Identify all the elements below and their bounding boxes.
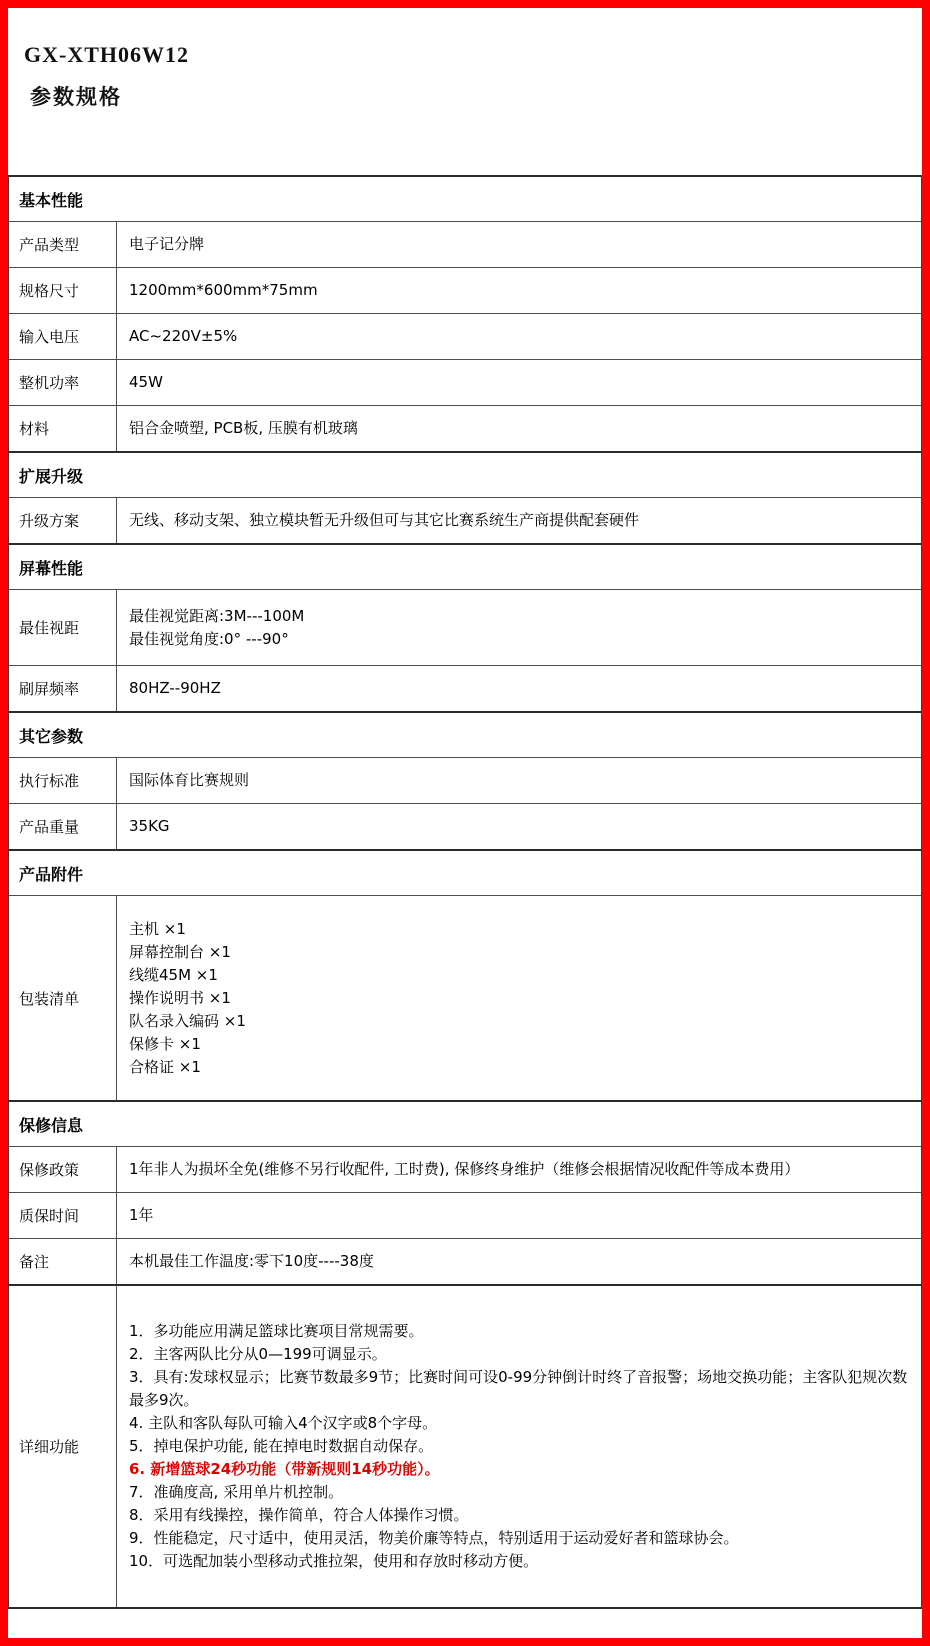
row-label: 材料 [9, 406, 117, 451]
section-title-screen: 屏幕性能 [9, 543, 921, 589]
detail-item: 7．准确度高, 采用单片机控制。 [129, 1483, 344, 1501]
row-label: 详细功能 [9, 1286, 117, 1607]
row-value [117, 666, 921, 711]
value-text: 电子记分牌 [129, 235, 205, 253]
row-label: 产品类型 [9, 222, 117, 267]
row-value [117, 314, 921, 359]
row-label: 升级方案 [9, 498, 117, 543]
row-viewing-distance [9, 589, 921, 665]
row-value [117, 758, 921, 803]
row-value [117, 268, 921, 313]
row-label: 保修政策 [9, 1147, 117, 1192]
value-text: AC~220V±5% [129, 327, 238, 345]
packing-item: 屏幕控制台 ×1 [129, 942, 231, 961]
section-title-expansion: 扩展升级 [9, 451, 921, 497]
row-value [117, 1239, 921, 1284]
row-packing-list [9, 895, 921, 1100]
row-value [117, 804, 921, 849]
section-title-accessories: 产品附件 [9, 849, 921, 895]
value-text: 45W [129, 373, 163, 391]
row-label: 产品重量 [9, 804, 117, 849]
packing-item: 保修卡 ×1 [129, 1034, 201, 1053]
row-upgrade-plan [9, 497, 921, 543]
row-value [117, 498, 921, 543]
row-label: 质保时间 [9, 1193, 117, 1238]
value-text: 铝合金喷塑, PCB板, 压膜有机玻璃 [129, 419, 358, 437]
spec-table [8, 175, 922, 1609]
row-label: 包装清单 [9, 896, 117, 1100]
row-label: 最佳视距 [9, 590, 117, 665]
section-title-warranty: 保修信息 [9, 1100, 921, 1146]
detail-item-highlighted: 6. 新增篮球24秒功能（带新规则14秒功能）。 [129, 1460, 440, 1478]
section-title-basic: 基本性能 [9, 175, 921, 221]
row-warranty-policy [9, 1146, 921, 1192]
row-label: 规格尺寸 [9, 268, 117, 313]
value-text: 最佳视觉距离:3M---100M [129, 606, 305, 625]
page-title: 参数规格 [30, 85, 122, 109]
row-detailed-functions [9, 1284, 921, 1607]
value-text: 80HZ--90HZ [129, 679, 221, 697]
value-text: 国际体育比赛规则 [129, 771, 250, 789]
detail-item: 1．多功能应用满足篮球比赛项目常规需要。 [129, 1322, 424, 1340]
row-value [117, 590, 921, 665]
value-text: 1200mm*600mm*75mm [129, 281, 318, 299]
detail-item: 8．采用有线操控，操作简单，符合人体操作习惯。 [129, 1506, 469, 1524]
detail-item: 4. 主队和客队每队可输入4个汉字或8个字母。 [129, 1414, 438, 1432]
packing-item: 队名录入编码 ×1 [129, 1011, 246, 1030]
row-input-voltage [9, 313, 921, 359]
row-power [9, 359, 921, 405]
row-refresh-rate [9, 665, 921, 711]
detail-item: 2．主客两队比分从0—199可调显示。 [129, 1345, 387, 1363]
row-product-type [9, 221, 921, 267]
row-value [117, 222, 921, 267]
row-label: 备注 [9, 1239, 117, 1284]
row-label: 执行标准 [9, 758, 117, 803]
detail-item: 3．具有:发球权显示；比赛节数最多9节；比赛时间可设0-99分钟倒计时终了音报警；场地交换功能；主客队犯规次数最多9次。 [129, 1368, 908, 1409]
row-value [117, 360, 921, 405]
model-title: GX-XTH06W12 [24, 42, 189, 67]
row-value [117, 896, 921, 1100]
value-text: 本机最佳工作温度:零下10度----38度 [129, 1252, 374, 1270]
detail-item: 5．掉电保护功能, 能在掉电时数据自动保存。 [129, 1437, 434, 1455]
row-label: 刷屏频率 [9, 666, 117, 711]
row-material [9, 405, 921, 451]
row-value [117, 406, 921, 451]
detail-item: 9．性能稳定，尺寸适中，使用灵活，物美价廉等特点，特别适用于运动爱好者和篮球协会。 [129, 1529, 739, 1547]
row-label: 输入电压 [9, 314, 117, 359]
packing-item: 线缆45M ×1 [129, 965, 218, 984]
value-text: 最佳视觉角度:0° ---90° [129, 629, 289, 648]
section-title-other: 其它参数 [9, 711, 921, 757]
row-standard [9, 757, 921, 803]
row-dimensions [9, 267, 921, 313]
row-weight [9, 803, 921, 849]
page-header [8, 8, 922, 111]
row-label: 整机功率 [9, 360, 117, 405]
value-text: 无线、移动支架、独立模块暂无升级但可与其它比赛系统生产商提供配套硬件 [129, 511, 640, 529]
packing-item: 操作说明书 ×1 [129, 988, 231, 1007]
row-value [117, 1147, 921, 1192]
row-warranty-period [9, 1192, 921, 1238]
row-value [117, 1193, 921, 1238]
detail-item: 10．可选配加装小型移动式推拉架，使用和存放时移动方便。 [129, 1552, 539, 1570]
detail-list [117, 1286, 921, 1607]
value-text: 1年 [129, 1206, 154, 1224]
packing-item: 主机 ×1 [129, 919, 186, 938]
packing-item: 合格证 ×1 [129, 1057, 201, 1076]
value-text: 35KG [129, 817, 170, 835]
value-text: 1年非人为损坏全免(维修不另行收配件, 工时费), 保修终身维护（维修会根据情况收配件等成本费用） [129, 1160, 800, 1178]
row-remarks [9, 1238, 921, 1284]
